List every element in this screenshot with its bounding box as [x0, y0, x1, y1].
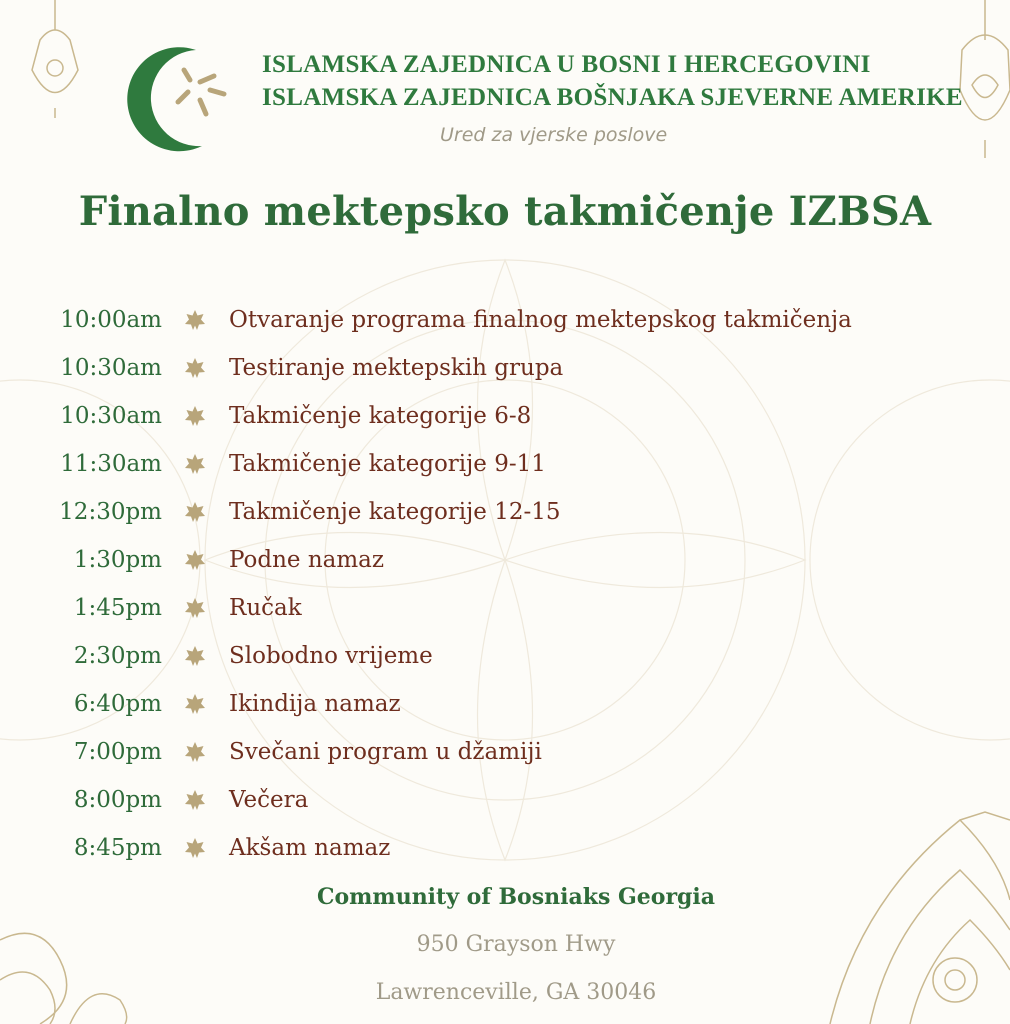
schedule-event: Takmičenje kategorije 12-15	[229, 499, 561, 525]
schedule-event: Takmičenje kategorije 9-11	[229, 451, 546, 477]
schedule-event: Slobodno vrijeme	[229, 643, 433, 669]
schedule-event: Ručak	[229, 595, 302, 621]
star-bullet-icon	[184, 837, 206, 859]
hanging-lantern-icon-left	[32, 0, 78, 118]
star-bullet-icon	[184, 597, 206, 619]
schedule-row	[0, 732, 1010, 772]
schedule-row	[0, 780, 1010, 820]
schedule-row	[0, 588, 1010, 628]
schedule-time: 7:00pm	[73, 739, 162, 765]
star-bullet-icon	[184, 645, 206, 667]
schedule-time: 11:30am	[60, 451, 162, 477]
star-bullet-icon	[184, 789, 206, 811]
schedule-time: 1:45pm	[73, 595, 162, 621]
star-bullet-icon	[184, 501, 206, 523]
schedule-time: 8:00pm	[73, 787, 162, 813]
org-name-line2: ISLAMSKA ZAJEDNICA BOŠNJAKA SJEVERNE AMERIKE	[262, 84, 963, 111]
schedule-row	[0, 348, 1010, 388]
schedule-row	[0, 492, 1010, 532]
hanging-lantern-icon-right	[960, 0, 1010, 158]
office-subtitle: Ured za vjerske poslove	[440, 124, 668, 146]
star-bullet-icon	[184, 309, 206, 331]
schedule-row	[0, 828, 1010, 868]
schedule-event: Svečani program u džamiji	[229, 739, 542, 765]
star-bullet-icon	[184, 357, 206, 379]
star-bullet-icon	[184, 453, 206, 475]
page-title: Finalno mektepsko takmičenje IZBSA	[78, 188, 932, 235]
schedule-time: 2:30pm	[73, 643, 162, 669]
schedule-row	[0, 444, 1010, 484]
schedule-row	[0, 396, 1010, 436]
crescent-logo-icon	[118, 42, 230, 154]
star-bullet-icon	[184, 405, 206, 427]
schedule-event: Podne namaz	[229, 547, 385, 573]
schedule-time: 1:30pm	[73, 547, 162, 573]
schedule-row	[0, 684, 1010, 724]
star-bullet-icon	[184, 693, 206, 715]
schedule-time: 10:30am	[60, 355, 162, 381]
schedule-time: 10:30am	[60, 403, 162, 429]
star-bullet-icon	[184, 549, 206, 571]
schedule-time: 8:45pm	[73, 835, 162, 861]
schedule-row	[0, 636, 1010, 676]
schedule-event: Akšam namaz	[229, 835, 391, 861]
schedule-event: Večera	[229, 787, 309, 813]
schedule-event: Takmičenje kategorije 6-8	[229, 403, 532, 429]
schedule-event: Otvaranje programa finalnog mektepskog takmičenja	[229, 307, 852, 333]
star-bullet-icon	[184, 741, 206, 763]
schedule-event: Testiranje mektepskih grupa	[229, 355, 564, 381]
schedule-row	[0, 540, 1010, 580]
schedule-time: 6:40pm	[73, 691, 162, 717]
footer-address-line1: 950 Grayson Hwy	[416, 932, 616, 957]
schedule-event: Ikindija namaz	[229, 691, 401, 717]
org-name-line1: ISLAMSKA ZAJEDNICA U BOSNI I HERCEGOVINI	[262, 51, 871, 78]
footer-address-line2: Lawrenceville, GA 30046	[375, 980, 657, 1005]
schedule-row	[0, 300, 1010, 340]
schedule-time: 10:00am	[60, 307, 162, 333]
schedule-time: 12:30pm	[59, 499, 162, 525]
footer-community-name: Community of Bosniaks Georgia	[316, 884, 716, 910]
